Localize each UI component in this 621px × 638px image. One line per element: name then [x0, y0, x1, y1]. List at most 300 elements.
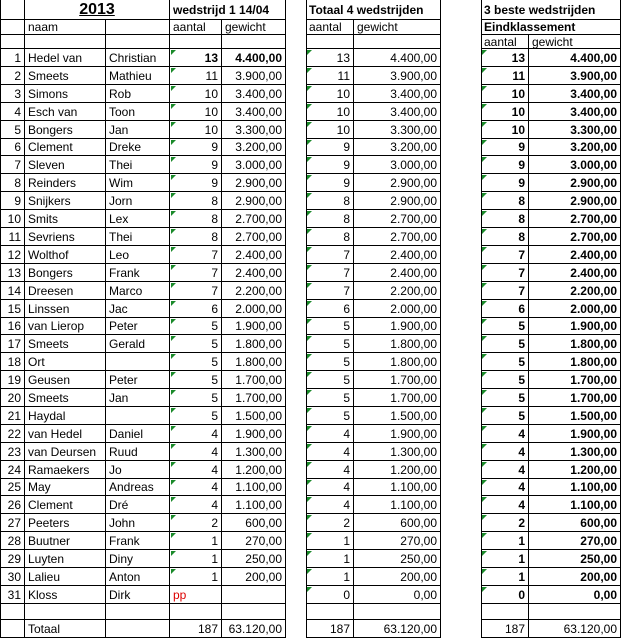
row-number[interactable]: 2 — [0, 67, 25, 85]
total-weight[interactable]: 270,00 — [354, 532, 441, 550]
total-count[interactable]: 5 — [306, 371, 354, 389]
match1-count[interactable]: 7 — [170, 282, 222, 300]
total-weight[interactable]: 1.700,00 — [354, 389, 441, 407]
total-weight[interactable]: 2.400,00 — [354, 264, 441, 282]
row-number[interactable]: 16 — [0, 318, 25, 335]
total-count[interactable]: 5 — [306, 318, 354, 335]
best3-weight[interactable]: 2.700,00 — [529, 210, 621, 228]
header-blank[interactable] — [222, 35, 286, 49]
player-firstname[interactable]: Christian — [106, 49, 170, 67]
player-lastname[interactable]: Luyten — [25, 550, 106, 568]
total-count[interactable]: 5 — [306, 389, 354, 407]
blank-cell[interactable] — [306, 604, 354, 620]
total-count[interactable]: 9 — [306, 139, 354, 156]
total-weight[interactable]: 2.000,00 — [354, 300, 441, 318]
player-lastname[interactable]: Ramaekers — [25, 461, 106, 479]
match1-count[interactable]: 10 — [170, 85, 222, 103]
col-naam-header[interactable]: naam — [25, 20, 106, 35]
total-weight[interactable]: 3.300,00 — [354, 121, 441, 139]
player-firstname[interactable]: John — [106, 514, 170, 532]
row-number[interactable]: 22 — [0, 425, 25, 443]
match1-count[interactable]: 1 — [170, 568, 222, 586]
player-lastname[interactable]: Geusen — [25, 371, 106, 389]
match1-count[interactable]: 8 — [170, 210, 222, 228]
match1-count[interactable]: 5 — [170, 318, 222, 335]
player-lastname[interactable]: Clement — [25, 139, 106, 156]
best3-weight[interactable]: 3.400,00 — [529, 103, 621, 121]
header-blank[interactable] — [106, 20, 170, 35]
player-firstname[interactable]: Gerald — [106, 335, 170, 353]
match1-weight[interactable]: 1.900,00 — [222, 425, 286, 443]
blank-cell[interactable] — [170, 604, 222, 620]
total-weight[interactable]: 1.900,00 — [354, 425, 441, 443]
row-number[interactable]: 28 — [0, 532, 25, 550]
total-all-count[interactable]: 187 — [306, 620, 354, 638]
blank-cell[interactable] — [25, 604, 106, 620]
row-number[interactable]: 12 — [0, 246, 25, 264]
total-weight[interactable]: 3.000,00 — [354, 156, 441, 174]
total-count[interactable]: 9 — [306, 156, 354, 174]
col-gewicht-header[interactable]: gewicht — [222, 20, 286, 35]
header-blank[interactable] — [25, 35, 106, 49]
best3-weight[interactable]: 3.900,00 — [529, 67, 621, 85]
match1-weight[interactable]: 2.000,00 — [222, 300, 286, 318]
player-firstname[interactable] — [106, 353, 170, 371]
match1-count[interactable]: pp — [170, 586, 222, 604]
player-lastname[interactable]: Snijkers — [25, 192, 106, 210]
match1-count[interactable]: 1 — [170, 550, 222, 568]
best3-count[interactable]: 4 — [481, 496, 529, 514]
match1-weight[interactable]: 1.300,00 — [222, 443, 286, 461]
player-lastname[interactable]: Lalieu — [25, 568, 106, 586]
row-number[interactable]: 8 — [0, 174, 25, 192]
col-gewicht-header[interactable]: gewicht — [354, 20, 441, 35]
row-number[interactable]: 14 — [0, 282, 25, 300]
match1-weight[interactable]: 1.800,00 — [222, 353, 286, 371]
best3-weight[interactable]: 2.400,00 — [529, 264, 621, 282]
total-count[interactable]: 5 — [306, 407, 354, 425]
player-lastname[interactable]: Simons — [25, 85, 106, 103]
best3-count[interactable]: 5 — [481, 318, 529, 335]
best3-count[interactable]: 10 — [481, 103, 529, 121]
match1-count[interactable]: 5 — [170, 371, 222, 389]
player-firstname[interactable]: Dré — [106, 496, 170, 514]
best3-count[interactable]: 7 — [481, 246, 529, 264]
best3-count[interactable]: 4 — [481, 425, 529, 443]
total-weight[interactable]: 1.900,00 — [354, 318, 441, 335]
best3-weight[interactable]: 2.400,00 — [529, 246, 621, 264]
blank-cell[interactable] — [106, 604, 170, 620]
total-count[interactable]: 10 — [306, 85, 354, 103]
best3-count[interactable]: 5 — [481, 407, 529, 425]
best3-weight[interactable]: 4.400,00 — [529, 49, 621, 67]
match1-weight[interactable]: 2.400,00 — [222, 264, 286, 282]
match1-count[interactable]: 5 — [170, 335, 222, 353]
row-number[interactable]: 7 — [0, 156, 25, 174]
total-count[interactable]: 4 — [306, 496, 354, 514]
match1-count[interactable]: 7 — [170, 264, 222, 282]
total-count[interactable]: 2 — [306, 514, 354, 532]
match1-weight[interactable]: 1.500,00 — [222, 407, 286, 425]
player-lastname[interactable]: Esch van — [25, 103, 106, 121]
total-weight[interactable]: 3.900,00 — [354, 67, 441, 85]
player-lastname[interactable]: Buutner — [25, 532, 106, 550]
player-firstname[interactable]: Leo — [106, 246, 170, 264]
best3-count[interactable]: 2 — [481, 514, 529, 532]
col-aantal-header[interactable]: aantal — [306, 20, 354, 35]
best3-weight[interactable]: 3.000,00 — [529, 156, 621, 174]
match1-count[interactable]: 13 — [170, 49, 222, 67]
row-number[interactable]: 19 — [0, 371, 25, 389]
row-number[interactable]: 5 — [0, 121, 25, 139]
best3-weight[interactable]: 0,00 — [529, 586, 621, 604]
match1-count[interactable]: 5 — [170, 353, 222, 371]
row-number[interactable]: 27 — [0, 514, 25, 532]
best3-weight[interactable]: 2.700,00 — [529, 228, 621, 246]
row-number[interactable]: 29 — [0, 550, 25, 568]
player-firstname[interactable]: Dreke — [106, 139, 170, 156]
match1-weight[interactable]: 3.400,00 — [222, 103, 286, 121]
best3-count[interactable]: 9 — [481, 139, 529, 156]
best3-weight[interactable]: 2.200,00 — [529, 282, 621, 300]
player-lastname[interactable]: Haydal — [25, 407, 106, 425]
player-lastname[interactable]: Hedel van — [25, 49, 106, 67]
total-weight[interactable]: 1.800,00 — [354, 335, 441, 353]
match1-count[interactable]: 11 — [170, 67, 222, 85]
match1-weight[interactable]: 2.900,00 — [222, 174, 286, 192]
match1-count[interactable]: 5 — [170, 389, 222, 407]
total-count[interactable]: 0 — [306, 586, 354, 604]
match1-weight[interactable]: 200,00 — [222, 568, 286, 586]
total-weight[interactable]: 2.400,00 — [354, 246, 441, 264]
row-number[interactable]: 24 — [0, 461, 25, 479]
best3-weight[interactable]: 1.800,00 — [529, 335, 621, 353]
total-weight[interactable]: 2.700,00 — [354, 210, 441, 228]
best3-count[interactable]: 5 — [481, 389, 529, 407]
player-firstname[interactable]: Toon — [106, 103, 170, 121]
player-firstname[interactable]: Wim — [106, 174, 170, 192]
best3-count[interactable]: 8 — [481, 210, 529, 228]
best3-weight[interactable]: 3.200,00 — [529, 139, 621, 156]
player-lastname[interactable]: Dreesen — [25, 282, 106, 300]
total-count[interactable]: 1 — [306, 550, 354, 568]
row-number[interactable]: 30 — [0, 568, 25, 586]
match1-weight[interactable]: 2.700,00 — [222, 228, 286, 246]
row-number[interactable]: 13 — [0, 264, 25, 282]
total-weight[interactable]: 2.700,00 — [354, 228, 441, 246]
total-best3-weight[interactable]: 63.120,00 — [529, 620, 621, 638]
match1-weight[interactable]: 1.900,00 — [222, 318, 286, 335]
match1-count[interactable]: 4 — [170, 443, 222, 461]
total-count[interactable]: 7 — [306, 264, 354, 282]
row-number[interactable]: 9 — [0, 192, 25, 210]
player-firstname[interactable]: Frank — [106, 264, 170, 282]
player-lastname[interactable]: van Hedel — [25, 425, 106, 443]
player-firstname[interactable]: Rob — [106, 85, 170, 103]
best3-count[interactable]: 1 — [481, 532, 529, 550]
total-count[interactable]: 7 — [306, 246, 354, 264]
blank-cell[interactable] — [0, 604, 25, 620]
player-lastname[interactable]: May — [25, 479, 106, 496]
match1-count[interactable]: 10 — [170, 103, 222, 121]
col-aantal-header[interactable]: aantal — [481, 35, 529, 49]
match1-weight[interactable]: 3.900,00 — [222, 67, 286, 85]
match1-count[interactable]: 8 — [170, 228, 222, 246]
header-blank[interactable] — [0, 20, 25, 35]
player-firstname[interactable]: Dirk — [106, 586, 170, 604]
match1-weight[interactable]: 1.200,00 — [222, 461, 286, 479]
row-number[interactable]: 4 — [0, 103, 25, 121]
player-firstname[interactable]: Marco — [106, 282, 170, 300]
player-firstname[interactable]: Mathieu — [106, 67, 170, 85]
player-firstname[interactable]: Frank — [106, 532, 170, 550]
player-lastname[interactable]: Clement — [25, 496, 106, 514]
player-firstname[interactable]: Diny — [106, 550, 170, 568]
match1-weight[interactable]: 2.400,00 — [222, 246, 286, 264]
player-lastname[interactable]: Sevriens — [25, 228, 106, 246]
best3-weight[interactable]: 1.100,00 — [529, 479, 621, 496]
player-lastname[interactable]: Kloss — [25, 586, 106, 604]
best3-count[interactable]: 5 — [481, 353, 529, 371]
blank-cell[interactable] — [222, 604, 286, 620]
blank-cell[interactable] — [529, 604, 621, 620]
total-weight[interactable]: 1.200,00 — [354, 461, 441, 479]
blank-cell[interactable] — [354, 604, 441, 620]
total-count[interactable]: 4 — [306, 461, 354, 479]
row-number[interactable]: 1 — [0, 49, 25, 67]
player-lastname[interactable]: Linssen — [25, 300, 106, 318]
match1-weight[interactable]: 2.200,00 — [222, 282, 286, 300]
total-match1-weight[interactable]: 63.120,00 — [222, 620, 286, 638]
total-count[interactable]: 8 — [306, 192, 354, 210]
total-count[interactable]: 1 — [306, 532, 354, 550]
total-weight[interactable]: 1.700,00 — [354, 371, 441, 389]
total-weight[interactable]: 2.900,00 — [354, 192, 441, 210]
total-weight[interactable]: 200,00 — [354, 568, 441, 586]
best3-weight[interactable]: 1.300,00 — [529, 443, 621, 461]
total-weight[interactable]: 3.200,00 — [354, 139, 441, 156]
match1-weight[interactable]: 2.900,00 — [222, 192, 286, 210]
best3-count[interactable]: 10 — [481, 121, 529, 139]
best3-weight[interactable]: 3.300,00 — [529, 121, 621, 139]
match1-weight[interactable]: 270,00 — [222, 532, 286, 550]
best3-count[interactable]: 9 — [481, 174, 529, 192]
match1-count[interactable]: 10 — [170, 121, 222, 139]
match1-count[interactable]: 4 — [170, 425, 222, 443]
total-count[interactable]: 5 — [306, 353, 354, 371]
total-match1-count[interactable]: 187 — [170, 620, 222, 638]
best3-count[interactable]: 7 — [481, 264, 529, 282]
best3-count[interactable]: 8 — [481, 228, 529, 246]
match1-count[interactable]: 4 — [170, 496, 222, 514]
match1-weight[interactable]: 2.700,00 — [222, 210, 286, 228]
total-label[interactable]: Totaal — [25, 620, 106, 638]
best3-count[interactable]: 1 — [481, 550, 529, 568]
row-number[interactable]: 31 — [0, 586, 25, 604]
player-lastname[interactable]: Ort — [25, 353, 106, 371]
best3-count[interactable]: 5 — [481, 335, 529, 353]
total-weight[interactable]: 600,00 — [354, 514, 441, 532]
best3-weight[interactable]: 1.700,00 — [529, 371, 621, 389]
player-lastname[interactable]: Sleven — [25, 156, 106, 174]
best3-count[interactable]: 0 — [481, 586, 529, 604]
best3-count[interactable]: 4 — [481, 443, 529, 461]
best3-weight[interactable]: 250,00 — [529, 550, 621, 568]
row-number[interactable]: 10 — [0, 210, 25, 228]
total-weight[interactable]: 1.100,00 — [354, 479, 441, 496]
total-weight[interactable]: 3.400,00 — [354, 85, 441, 103]
player-firstname[interactable]: Jo — [106, 461, 170, 479]
player-firstname[interactable]: Lex — [106, 210, 170, 228]
match1-weight[interactable]: 1.100,00 — [222, 496, 286, 514]
best3-weight[interactable]: 2.900,00 — [529, 192, 621, 210]
best3-weight[interactable]: 600,00 — [529, 514, 621, 532]
total-count[interactable]: 4 — [306, 479, 354, 496]
header-blank[interactable] — [170, 35, 222, 49]
player-firstname[interactable]: Andreas — [106, 479, 170, 496]
row-number[interactable]: 18 — [0, 353, 25, 371]
match1-weight[interactable]: 4.400,00 — [222, 49, 286, 67]
total-count[interactable]: 8 — [306, 228, 354, 246]
match1-weight[interactable]: 1.800,00 — [222, 335, 286, 353]
player-firstname[interactable] — [106, 407, 170, 425]
player-lastname[interactable]: Smeets — [25, 67, 106, 85]
best3-count[interactable]: 8 — [481, 192, 529, 210]
row-number[interactable]: 11 — [0, 228, 25, 246]
best3-count[interactable]: 4 — [481, 479, 529, 496]
best3-weight[interactable]: 1.900,00 — [529, 318, 621, 335]
player-firstname[interactable]: Anton — [106, 568, 170, 586]
match1-count[interactable]: 9 — [170, 156, 222, 174]
total-weight[interactable]: 4.400,00 — [354, 49, 441, 67]
total-count[interactable]: 10 — [306, 103, 354, 121]
row-number[interactable]: 20 — [0, 389, 25, 407]
best3-weight[interactable]: 3.400,00 — [529, 85, 621, 103]
col-aantal-header[interactable]: aantal — [170, 20, 222, 35]
player-firstname[interactable]: Jan — [106, 121, 170, 139]
total-weight[interactable]: 1.100,00 — [354, 496, 441, 514]
row-number[interactable]: 23 — [0, 443, 25, 461]
player-lastname[interactable]: van Deursen — [25, 443, 106, 461]
header-blank[interactable] — [306, 35, 354, 49]
row-number[interactable]: 21 — [0, 407, 25, 425]
best3-count[interactable]: 10 — [481, 85, 529, 103]
player-lastname[interactable]: van Lierop — [25, 318, 106, 335]
player-firstname[interactable]: Jac — [106, 300, 170, 318]
total-count[interactable]: 6 — [306, 300, 354, 318]
best3-weight[interactable]: 200,00 — [529, 568, 621, 586]
best3-weight[interactable]: 1.700,00 — [529, 389, 621, 407]
best3-weight[interactable]: 270,00 — [529, 532, 621, 550]
match1-count[interactable]: 2 — [170, 514, 222, 532]
best3-count[interactable]: 5 — [481, 371, 529, 389]
player-lastname[interactable]: Reinders — [25, 174, 106, 192]
total-count[interactable]: 9 — [306, 174, 354, 192]
match1-count[interactable]: 4 — [170, 479, 222, 496]
total-count[interactable]: 10 — [306, 121, 354, 139]
player-firstname[interactable]: Peter — [106, 371, 170, 389]
match1-count[interactable]: 8 — [170, 192, 222, 210]
row-number[interactable]: 17 — [0, 335, 25, 353]
total-all-weight[interactable]: 63.120,00 — [354, 620, 441, 638]
total-count[interactable]: 7 — [306, 282, 354, 300]
match1-count[interactable]: 7 — [170, 246, 222, 264]
player-firstname[interactable]: Daniel — [106, 425, 170, 443]
player-lastname[interactable]: Peeters — [25, 514, 106, 532]
row-number[interactable]: 6 — [0, 139, 25, 156]
match1-weight[interactable] — [222, 586, 286, 604]
total-count[interactable]: 4 — [306, 443, 354, 461]
best3-count[interactable]: 1 — [481, 568, 529, 586]
player-firstname[interactable]: Jan — [106, 389, 170, 407]
best3-weight[interactable]: 1.900,00 — [529, 425, 621, 443]
blank-cell[interactable] — [481, 604, 529, 620]
player-lastname[interactable]: Bongers — [25, 121, 106, 139]
total-count[interactable]: 4 — [306, 425, 354, 443]
best3-count[interactable]: 9 — [481, 156, 529, 174]
best3-count[interactable]: 6 — [481, 300, 529, 318]
total-count[interactable]: 8 — [306, 210, 354, 228]
best3-count[interactable]: 4 — [481, 461, 529, 479]
match1-count[interactable]: 5 — [170, 407, 222, 425]
player-lastname[interactable]: Smeets — [25, 335, 106, 353]
match1-count[interactable]: 9 — [170, 174, 222, 192]
best3-count[interactable]: 13 — [481, 49, 529, 67]
match1-count[interactable]: 6 — [170, 300, 222, 318]
match1-weight[interactable]: 3.000,00 — [222, 156, 286, 174]
best3-count[interactable]: 7 — [481, 282, 529, 300]
match1-weight[interactable]: 600,00 — [222, 514, 286, 532]
row-number[interactable]: 25 — [0, 479, 25, 496]
match1-count[interactable]: 1 — [170, 532, 222, 550]
row-number[interactable]: 3 — [0, 85, 25, 103]
best3-weight[interactable]: 2.000,00 — [529, 300, 621, 318]
match1-weight[interactable]: 3.400,00 — [222, 85, 286, 103]
col-gewicht-header[interactable]: gewicht — [529, 35, 621, 49]
best3-weight[interactable]: 1.100,00 — [529, 496, 621, 514]
total-weight[interactable]: 3.400,00 — [354, 103, 441, 121]
player-lastname[interactable]: Bongers — [25, 264, 106, 282]
total-count[interactable]: 1 — [306, 568, 354, 586]
total-weight[interactable]: 1.500,00 — [354, 407, 441, 425]
player-firstname[interactable]: Jorn — [106, 192, 170, 210]
total-weight[interactable]: 1.800,00 — [354, 353, 441, 371]
match1-weight[interactable]: 1.700,00 — [222, 371, 286, 389]
player-firstname[interactable]: Thei — [106, 228, 170, 246]
player-lastname[interactable]: Wolthof — [25, 246, 106, 264]
row-number[interactable]: 26 — [0, 496, 25, 514]
total-best3-count[interactable]: 187 — [481, 620, 529, 638]
row-number[interactable]: 15 — [0, 300, 25, 318]
total-weight[interactable]: 0,00 — [354, 586, 441, 604]
total-count[interactable]: 11 — [306, 67, 354, 85]
header-blank[interactable] — [106, 35, 170, 49]
best3-weight[interactable]: 1.800,00 — [529, 353, 621, 371]
match1-count[interactable]: 9 — [170, 139, 222, 156]
header-blank[interactable] — [0, 35, 25, 49]
match1-weight[interactable]: 250,00 — [222, 550, 286, 568]
player-firstname[interactable]: Thei — [106, 156, 170, 174]
match1-weight[interactable]: 3.300,00 — [222, 121, 286, 139]
header-blank[interactable] — [354, 35, 441, 49]
player-lastname[interactable]: Smits — [25, 210, 106, 228]
player-firstname[interactable]: Peter — [106, 318, 170, 335]
header-blank[interactable] — [0, 0, 25, 20]
player-lastname[interactable]: Smeets — [25, 389, 106, 407]
total-weight[interactable]: 250,00 — [354, 550, 441, 568]
total-weight[interactable]: 2.900,00 — [354, 174, 441, 192]
blank-cell[interactable] — [106, 620, 170, 638]
